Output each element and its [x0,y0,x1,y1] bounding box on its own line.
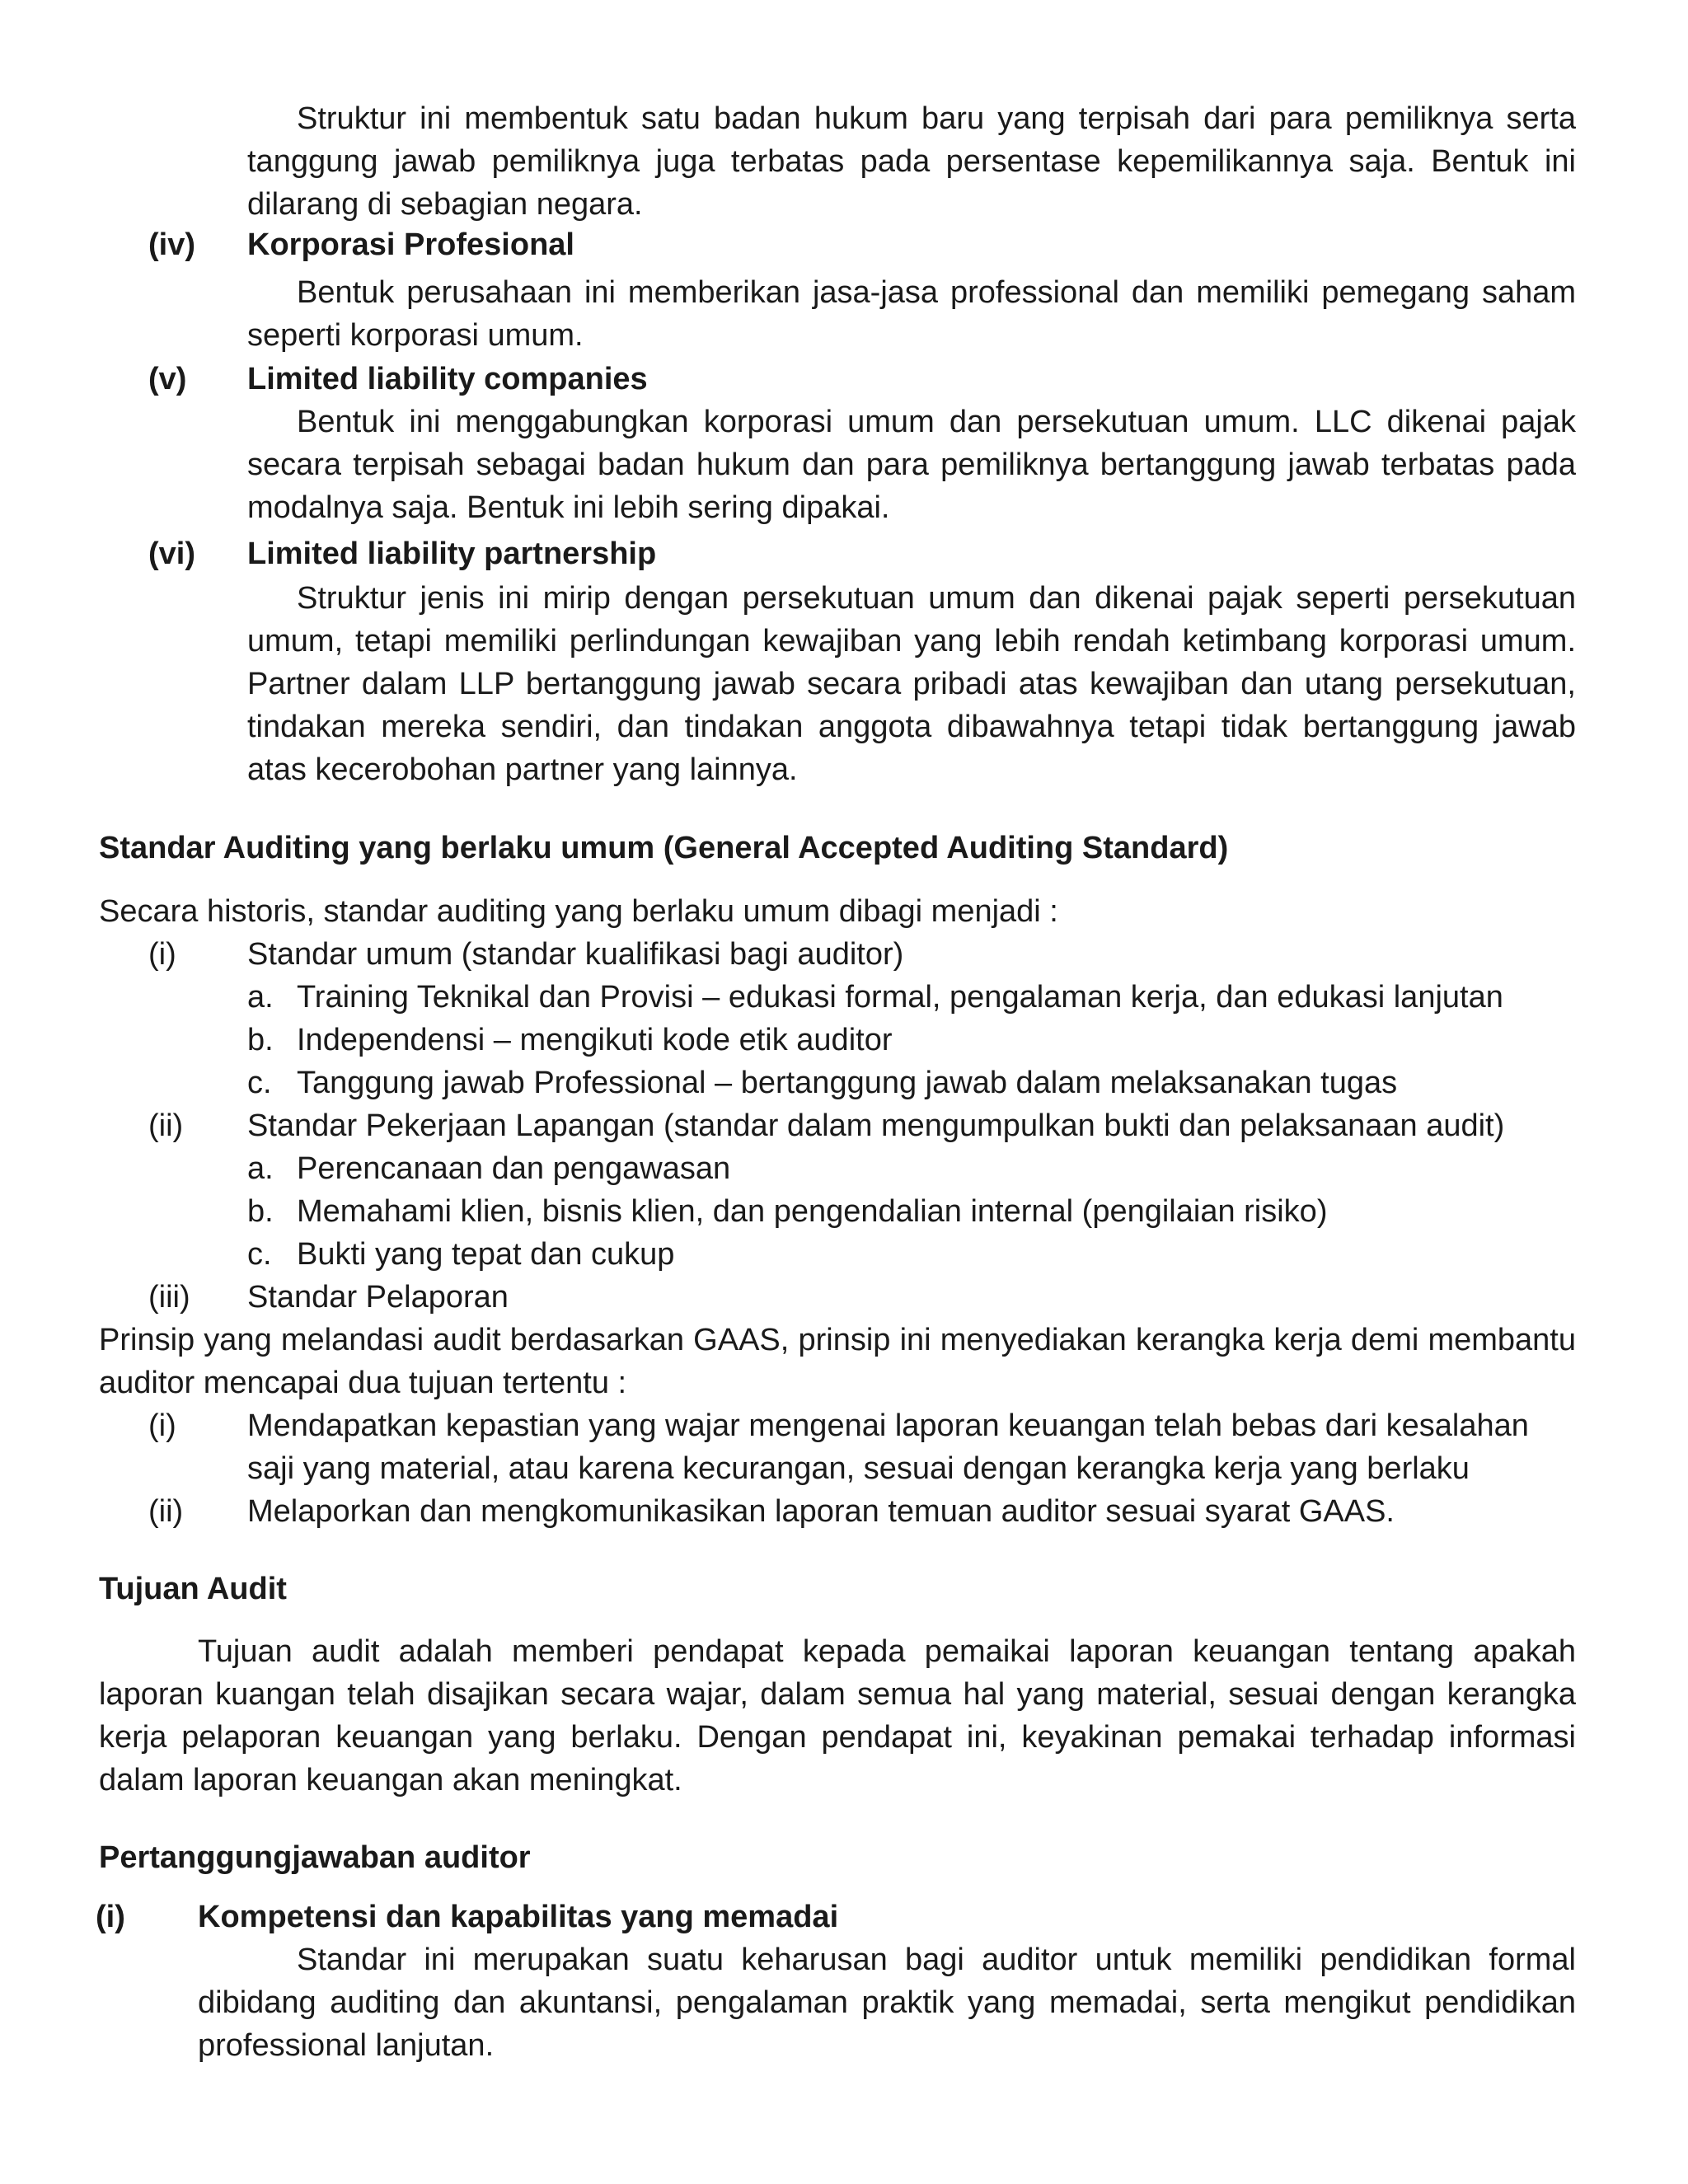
item-title-llc: Limited liability companies [247,362,648,396]
gaas-intro: Secara historis, standar auditing yang berlaku umum dibagi menjadi : [99,894,1058,929]
item-body-llp: Struktur jenis ini mirip dengan persekutuan umum dan dikenai pajak seperti persekutuan umum, tetapi memiliki perlindungan kewajiban yang lebih rendah ketimbang korporasi umum. Partner dalam LLP bertanggung jawab secara pribadi atas kewajiban dan utang persekutuan, tindakan mereka sendiri, dan tindakan anggota dibawahnya tetapi tidak bertanggung jawab atas kecerobohan partner yang lainnya. [247,581,1576,787]
item-title-kompetensi: Kompetensi dan kapabilitas yang memadai [198,1900,839,1934]
section-heading-gaas: Standar Auditing yang berlaku umum (General Accepted Auditing Standard) [99,831,1229,865]
sub-letter: a. [247,1151,274,1186]
sub-letter: b. [247,1194,274,1229]
item-number: (i) [96,1900,125,1934]
list-item-pekerjaan-lapangan: Standar Pekerjaan Lapangan (standar dalam mengumpulkan bukti dan pelaksanaan audit) [247,1108,1505,1143]
goal-item: Melaporkan dan mengkomunikasikan laporan temuan auditor sesuai syarat GAAS. [247,1494,1395,1529]
sub-letter: c. [247,1237,272,1272]
sub-item: Independensi – mengikuti kode etik auditor [297,1023,893,1057]
sub-item: Perencanaan dan pengawasan [297,1151,731,1186]
item-number: (vi) [148,537,195,571]
list-number: (iii) [148,1280,190,1315]
paragraph-badan-hukum: Struktur ini membentuk satu badan hukum baru yang terpisah dari para pemiliknya serta tanggung jawab pemiliknya juga terbatas pada persentase kepemilikannya saja. Bentuk ini dilarang di sebagian negara. [247,101,1576,222]
paragraph-tujuan-audit: Tujuan audit adalah memberi pendapat kepada pemaikai laporan keuangan tentang apakah laporan kuangan telah disajikan secara wajar, dalam semua hal yang material, sesuai dengan kerangka kerja pelaporan keuangan yang berlaku. Dengan pendapat ini, keyakinan pemakai terhadap informasi dalam laporan keuangan akan meningkat. [99,1634,1576,1797]
list-number: (ii) [148,1108,184,1143]
paragraph-prinsip-gaas: Prinsip yang melandasi audit berdasarkan GAAS, prinsip ini menyediakan kerangka kerja demi membantu auditor mencapai dua tujuan tertentu : [99,1323,1576,1400]
item-title-llp: Limited liability partnership [247,537,657,571]
item-title-korporasi-profesional: Korporasi Profesional [247,227,574,262]
goal-item: Mendapatkan kepastian yang wajar mengenai laporan keuangan telah bebas dari kesalahan saji yang material, atau karena kecurangan, sesuai dengan kerangka kerja yang berlaku [247,1408,1529,1486]
item-number: (iv) [148,227,195,262]
sub-item: Memahami klien, bisnis klien, dan pengendalian internal (pengilaian risiko) [297,1194,1328,1229]
sub-item: Training Teknikal dan Provisi – edukasi formal, pengalaman kerja, dan edukasi lanjutan [297,980,1503,1015]
item-body-kompetensi: Standar ini merupakan suatu keharusan bagi auditor untuk memiliki pendidikan formal dibidang auditing dan akuntansi, pengalaman praktik yang memadai, serta mengikut pendidikan professional lanjutan. [198,1943,1576,2063]
list-number: (ii) [148,1494,184,1529]
item-body-korporasi-profesional: Bentuk perusahaan ini memberikan jasa-jasa professional dan memiliki pemegang saham seperti korporasi umum. [247,275,1576,353]
list-item-standar-umum: Standar umum (standar kualifikasi bagi auditor) [247,937,904,972]
list-number: (i) [148,1408,176,1443]
list-item-pelaporan: Standar Pelaporan [247,1280,509,1315]
sub-letter: b. [247,1023,274,1057]
sub-letter: a. [247,980,274,1015]
sub-letter: c. [247,1066,272,1100]
item-number: (v) [148,362,187,396]
sub-item: Tanggung jawab Professional – bertanggung jawab dalam melaksanakan tugas [297,1066,1398,1100]
list-number: (i) [148,937,176,972]
item-body-llc: Bentuk ini menggabungkan korporasi umum dan persekutuan umum. LLC dikenai pajak secara terpisah sebagai badan hukum dan para pemiliknya bertanggung jawab terbatas pada modalnya saja. Bentuk ini lebih sering dipakai. [247,405,1576,525]
sub-item: Bukti yang tepat dan cukup [297,1237,675,1272]
section-heading-tujuan-audit: Tujuan Audit [99,1572,287,1606]
section-heading-pertanggungjawaban: Pertanggungjawaban auditor [99,1840,531,1875]
